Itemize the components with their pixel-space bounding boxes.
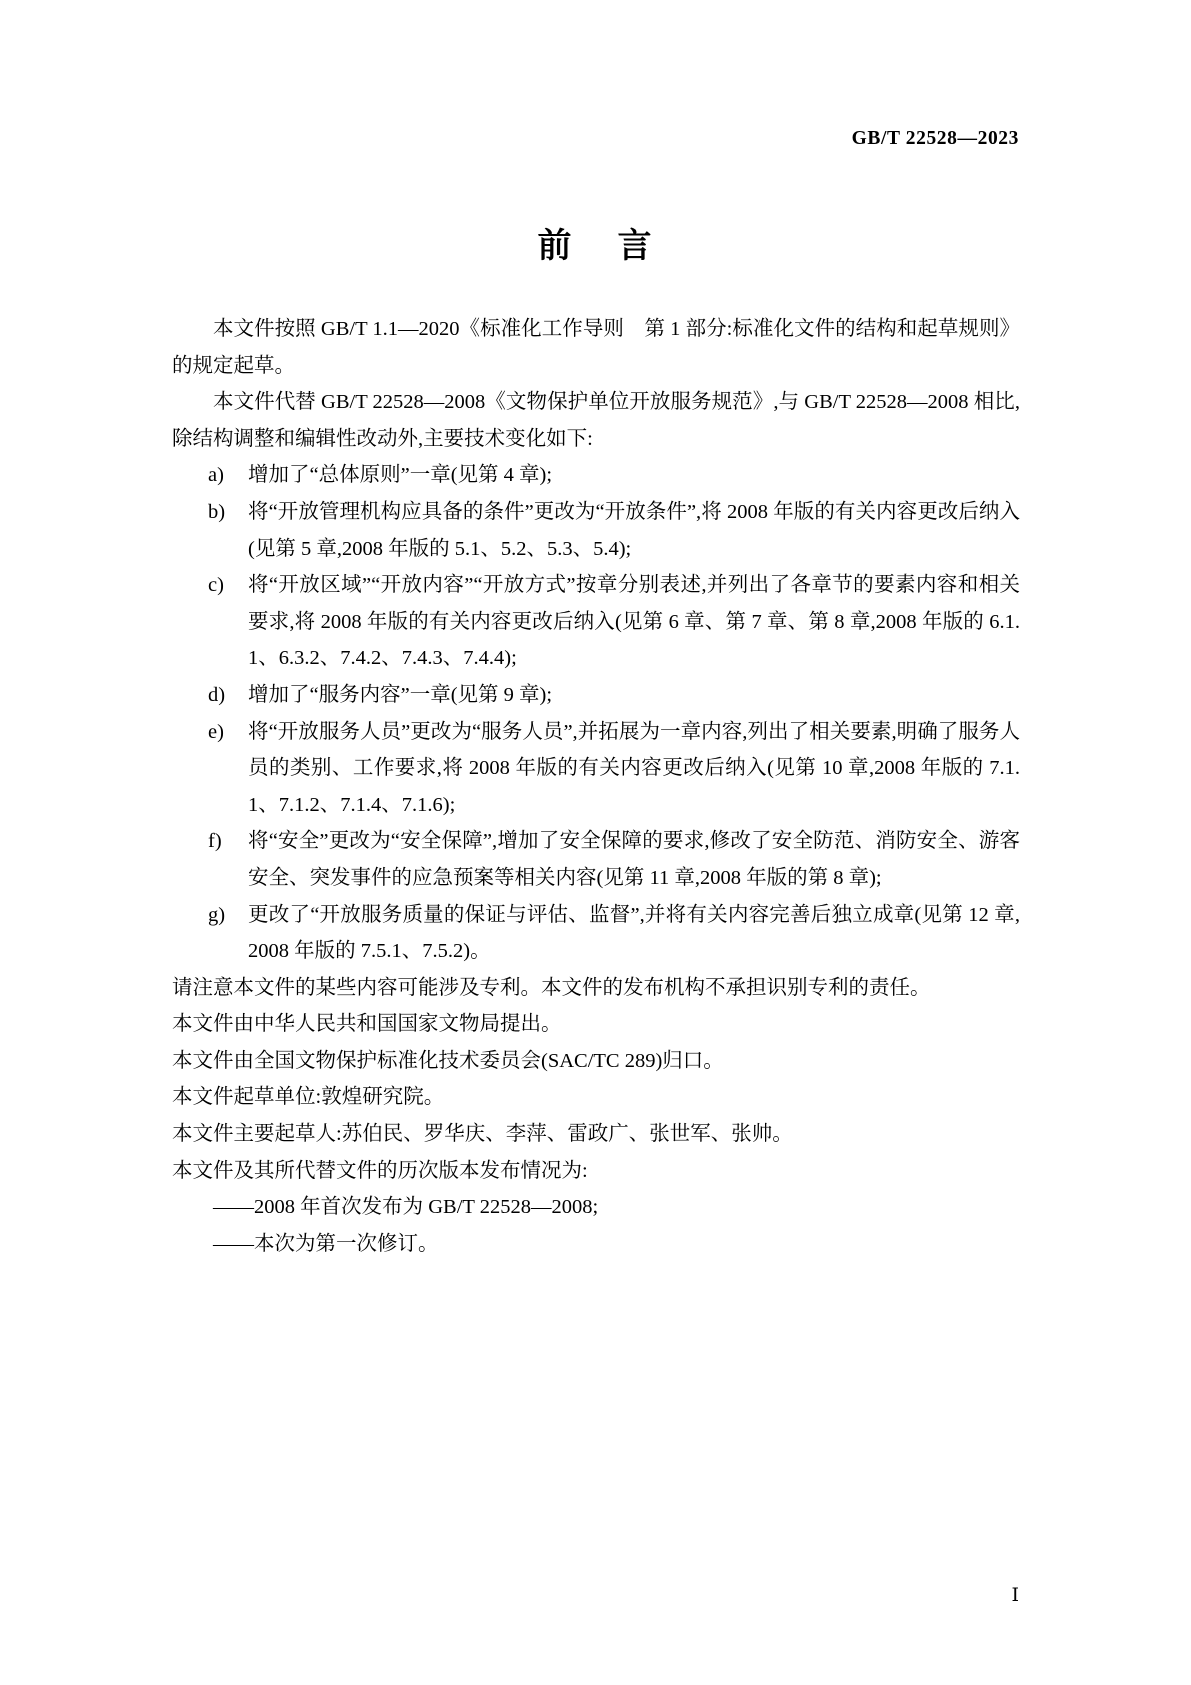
list-item-marker: e) xyxy=(208,720,224,743)
list-item-marker: g) xyxy=(208,903,226,926)
technical-changes-list xyxy=(172,457,1020,969)
list-item-marker: b) xyxy=(208,500,226,523)
list-item xyxy=(172,714,1020,824)
statement-principal-drafters: 本文件主要起草人:苏伯民、罗华庆、李萍、雷政广、张世军、张帅。 xyxy=(172,1123,793,1146)
intro-paragraph-2: 本文件代替 GB/T 22528—2008《文物保护单位开放服务规范》,与 GB/T 22528—2008 相比,除结构调整和编辑性改动外,主要技术变化如下: xyxy=(172,391,1020,450)
page-title xyxy=(0,218,1191,267)
version-history-item: ——本次为第一次修订。 xyxy=(213,1232,439,1255)
statement-technical-committee: 本文件由全国文物保护标准化技术委员会(SAC/TC 289)归口。 xyxy=(172,1049,724,1072)
list-item-marker: d) xyxy=(208,683,226,706)
list-item xyxy=(172,494,1020,567)
intro-paragraph-1: 本文件按照 GB/T 1.1—2020《标准化工作导则 第 1 部分:标准化文件的结构和起草规则》的规定起草。 xyxy=(172,318,1020,377)
list-item xyxy=(172,457,1020,494)
list-item-text: 将“开放服务人员”更改为“服务人员”,并拓展为一章内容,列出了相关要素,明确了服务人员的类别、工作要求,将 2008 年版的有关内容更改后纳入(见第 10 章,2008 年版的 7.1.1、7.1.2、7.1.4、7.1.6); xyxy=(248,720,1020,816)
list-item xyxy=(172,677,1020,714)
list-item-marker: f) xyxy=(208,830,222,853)
statement-drafting-organization: 本文件起草单位:敦煌研究院。 xyxy=(172,1086,445,1109)
list-item-marker: a) xyxy=(208,464,224,487)
statement-version-history-intro: 本文件及其所代替文件的历次版本发布情况为: xyxy=(172,1159,588,1182)
statement-proposing-body: 本文件由中华人民共和国国家文物局提出。 xyxy=(172,1013,562,1036)
statement-patent-notice: 请注意本文件的某些内容可能涉及专利。本文件的发布机构不承担识别专利的责任。 xyxy=(172,976,931,999)
list-item-text: 增加了“服务内容”一章(见第 9 章); xyxy=(248,683,553,706)
page-number: Ⅰ xyxy=(1011,1585,1019,1606)
list-item xyxy=(172,897,1020,970)
list-item-text: 增加了“总体原则”一章(见第 4 章); xyxy=(248,464,553,487)
list-item-text: 更改了“开放服务质量的保证与评估、监督”,并将有关内容完善后独立成章(见第 12 章,2008 年版的 7.5.1、7.5.2)。 xyxy=(248,903,1020,963)
list-item-text: 将“开放区域”“开放内容”“开放方式”按章分别表述,并列出了各章节的要素内容和相关要求,将 2008 年版的有关内容更改后纳入(见第 6 章、第 7 章、第 8 章,2008 年版的 6.1.1、6.3.2、7.4.2、7.4.3、7.4.4); xyxy=(248,574,1020,670)
page-title-char-1: 前 xyxy=(537,226,574,266)
list-item xyxy=(172,567,1020,677)
version-history-item: ——2008 年首次发布为 GB/T 22528—2008; xyxy=(213,1196,599,1219)
list-item-text: 将“开放管理机构应具备的条件”更改为“开放条件”,将 2008 年版的有关内容更改后纳入(见第 5 章,2008 年版的 5.1、5.2、5.3、5.4); xyxy=(248,500,1020,560)
foreword-body xyxy=(172,311,1020,1262)
page-title-char-2: 言 xyxy=(617,226,654,266)
list-item-marker: c) xyxy=(208,574,224,597)
list-item xyxy=(172,823,1020,896)
list-item-text: 将“安全”更改为“安全保障”,增加了安全保障的要求,修改了安全防范、消防安全、游客安全、突发事件的应急预案等相关内容(见第 11 章,2008 年版的第 8 章); xyxy=(248,830,1020,889)
running-header-standard-number: GB/T 22528—2023 xyxy=(851,128,1019,149)
